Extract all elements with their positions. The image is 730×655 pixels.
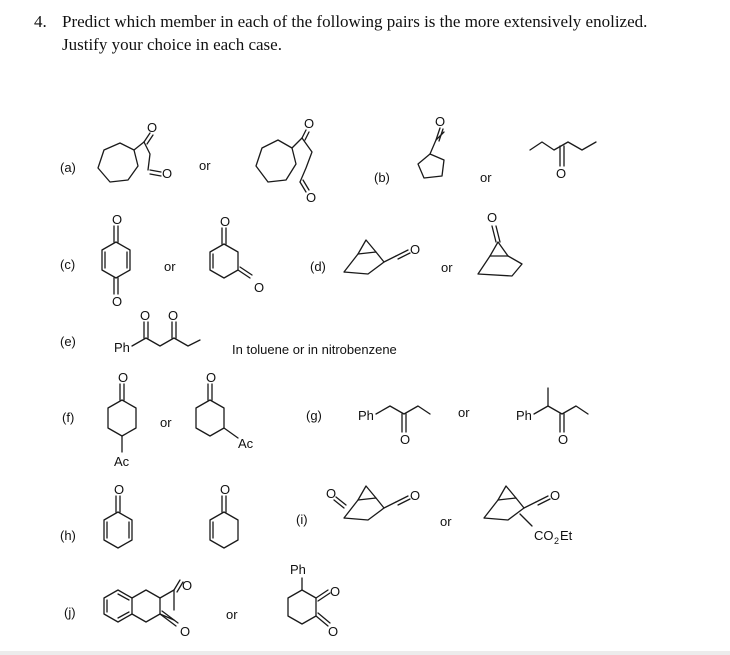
structure-b-right: [530, 142, 596, 181]
part-label-i: (i): [296, 512, 308, 527]
part-label-h: (h): [60, 528, 76, 543]
structure-h-right: [210, 482, 238, 548]
oxygen-label: O: [410, 488, 421, 503]
ester-subscript: 2: [554, 536, 560, 546]
question-text: Predict which member in each of the following pairs is the more extensively enolized. Justify your choice in each case.: [62, 12, 648, 54]
structure-i-left: [326, 486, 420, 520]
structure-b-left: [418, 114, 445, 178]
or-connector-g: or: [458, 405, 470, 420]
solvent-condition-text: In toluene or in nitrobenzene: [232, 342, 397, 357]
or-connector-f: or: [160, 415, 172, 430]
part-label-b: (b): [374, 170, 390, 185]
or-connector-j: or: [226, 607, 238, 622]
structure-i-right: [484, 486, 573, 546]
oxygen-label: O: [162, 166, 173, 181]
oxygen-label: O: [435, 114, 446, 129]
oxygen-label: O: [206, 370, 217, 385]
oxygen-label: O: [328, 624, 339, 639]
oxygen-label: O: [112, 212, 123, 227]
oxygen-label: O: [326, 486, 337, 501]
oxygen-label: O: [220, 214, 231, 229]
structure-c-left: [102, 212, 130, 309]
oxygen-label: O: [330, 584, 341, 599]
or-connector-b: or: [480, 170, 492, 185]
oxygen-label: O: [112, 294, 123, 309]
or-connector-a: or: [199, 158, 211, 173]
page-bottom-divider: [0, 651, 730, 655]
oxygen-label: O: [410, 242, 421, 257]
structure-j-right: [288, 562, 340, 639]
structure-f-right: [196, 370, 254, 451]
part-label-j: (j): [64, 605, 76, 620]
oxygen-label: O: [550, 488, 561, 503]
oxygen-label: O: [180, 624, 191, 639]
phenyl-label: Ph: [358, 408, 374, 423]
phenyl-label: Ph: [290, 562, 306, 577]
or-connector-i: or: [440, 514, 452, 529]
oxygen-label: O: [220, 482, 231, 497]
structure-j-left: [104, 578, 192, 639]
structure-f-left: [108, 370, 136, 469]
structure-e: [114, 308, 200, 355]
structure-g-left: [358, 406, 430, 447]
oxygen-label: O: [168, 308, 179, 323]
part-label-a: (a): [60, 160, 76, 175]
oxygen-label: O: [304, 116, 315, 131]
oxygen-label: O: [147, 120, 158, 135]
phenyl-label: Ph: [516, 408, 532, 423]
structure-c-right: [210, 214, 264, 295]
oxygen-label: O: [487, 210, 498, 225]
oxygen-label: O: [118, 370, 129, 385]
structure-g-right: [516, 388, 588, 447]
oxygen-label: O: [306, 190, 317, 205]
oxygen-label: O: [254, 280, 265, 295]
acetyl-label: Ac: [114, 454, 130, 469]
oxygen-label: O: [114, 482, 125, 497]
oxygen-label: O: [400, 432, 411, 447]
or-connector-d: or: [441, 260, 453, 275]
structure-a-left: [98, 120, 172, 182]
acetyl-label: Ac: [238, 436, 254, 451]
ester-label: CO: [534, 528, 554, 543]
oxygen-label: O: [140, 308, 151, 323]
question-number: 4.: [34, 12, 47, 31]
part-label-g: (g): [306, 408, 322, 423]
oxygen-label: O: [556, 166, 567, 181]
phenyl-label: Ph: [114, 340, 130, 355]
part-label-c: (c): [60, 257, 76, 272]
oxygen-label: O: [558, 432, 569, 447]
structure-d-left: [344, 240, 420, 274]
structure-d-right: [478, 210, 522, 276]
oxygen-label: O: [182, 578, 193, 593]
part-label-d: (d): [310, 259, 326, 274]
structure-h-left: [104, 482, 132, 548]
part-label-f: (f): [62, 410, 75, 425]
ester-ethyl-label: Et: [560, 528, 573, 543]
or-connector-c: or: [164, 259, 176, 274]
part-label-e: (e): [60, 334, 76, 349]
structure-a-right: [256, 116, 316, 205]
